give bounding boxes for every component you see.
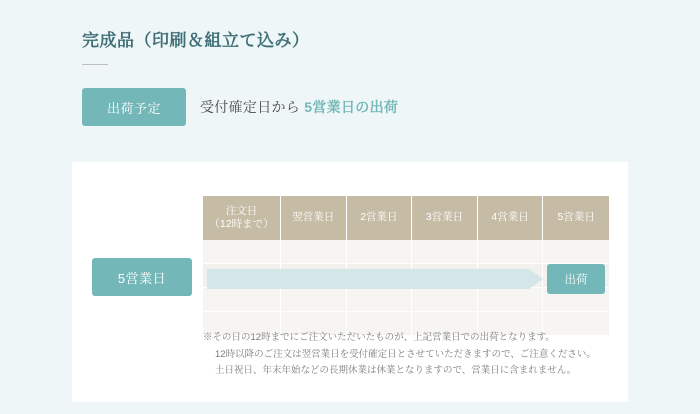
timeline-notes [203, 330, 623, 380]
shipping-schedule-badge-label: 出荷予定 [106, 100, 161, 116]
note-line: 12時以降のご注文は翌営業日を受付確定日とさせていただきますので、ご注意ください。 [215, 348, 596, 360]
timeline-cell [543, 288, 609, 312]
timeline-header-line1: 5営業日 [557, 211, 595, 224]
timeline-header-line2: （12時まで） [209, 218, 274, 230]
timeline-cell [412, 264, 478, 288]
shipping-note-prefix: 受付確定日から [200, 99, 305, 115]
timeline-header-cell [347, 196, 413, 240]
timeline-row [203, 288, 609, 312]
timeline-cell [478, 288, 544, 312]
timeline-cell [203, 288, 281, 312]
timeline-header-line1: 4営業日 [491, 211, 529, 224]
timeline-row-label [92, 258, 192, 296]
timeline-row [203, 264, 609, 288]
timeline-cell [347, 264, 413, 288]
timeline-cell [478, 264, 544, 288]
note-line: ※その日の12時までにご注文いただいたものが、上記営業日での出荷となります。 [203, 332, 555, 343]
timeline-header-cell [412, 196, 478, 240]
timeline-header-cell [281, 196, 347, 240]
timeline-cell [203, 240, 281, 264]
timeline-cell [478, 240, 544, 264]
title-divider [82, 64, 108, 65]
shipping-schedule-badge [82, 88, 186, 126]
timeline-cell [203, 264, 281, 288]
timeline-row [203, 240, 609, 264]
timeline-cell [281, 240, 347, 264]
shipping-note-accent: 5営業日の出荷 [304, 99, 399, 115]
timeline-cell [347, 288, 413, 312]
page-title: 完成品（印刷＆組立て込み） [82, 31, 310, 50]
timeline-header-line1: 翌営業日 [292, 211, 335, 224]
timeline-cell [543, 264, 609, 288]
note-line: 土日祝日、年末年始などの長期休業は休業となりますので、営業日に含まれません。 [215, 365, 577, 377]
timeline-cell [281, 264, 347, 288]
timeline-header-cell [543, 196, 609, 240]
shipping-schedule-note [200, 97, 398, 117]
timeline-cell [412, 288, 478, 312]
timeline-header-cell [478, 196, 544, 240]
timeline-cell [543, 240, 609, 264]
timeline-header-row [203, 196, 609, 240]
timeline-cell [412, 240, 478, 264]
timeline-header-line1: 注文日 [225, 204, 258, 217]
timeline-header-cell [203, 196, 281, 240]
timeline-table [203, 196, 609, 336]
timeline-row-label-text: 5営業日 [117, 270, 167, 286]
timeline-card [72, 162, 628, 402]
timeline-body [203, 240, 609, 336]
timeline-cell [281, 288, 347, 312]
ship-chip-label: 出荷 [564, 274, 588, 286]
timeline-header-line1: 3営業日 [425, 211, 464, 224]
timeline-header-line1: 2営業日 [360, 211, 398, 224]
timeline-cell [347, 240, 413, 264]
